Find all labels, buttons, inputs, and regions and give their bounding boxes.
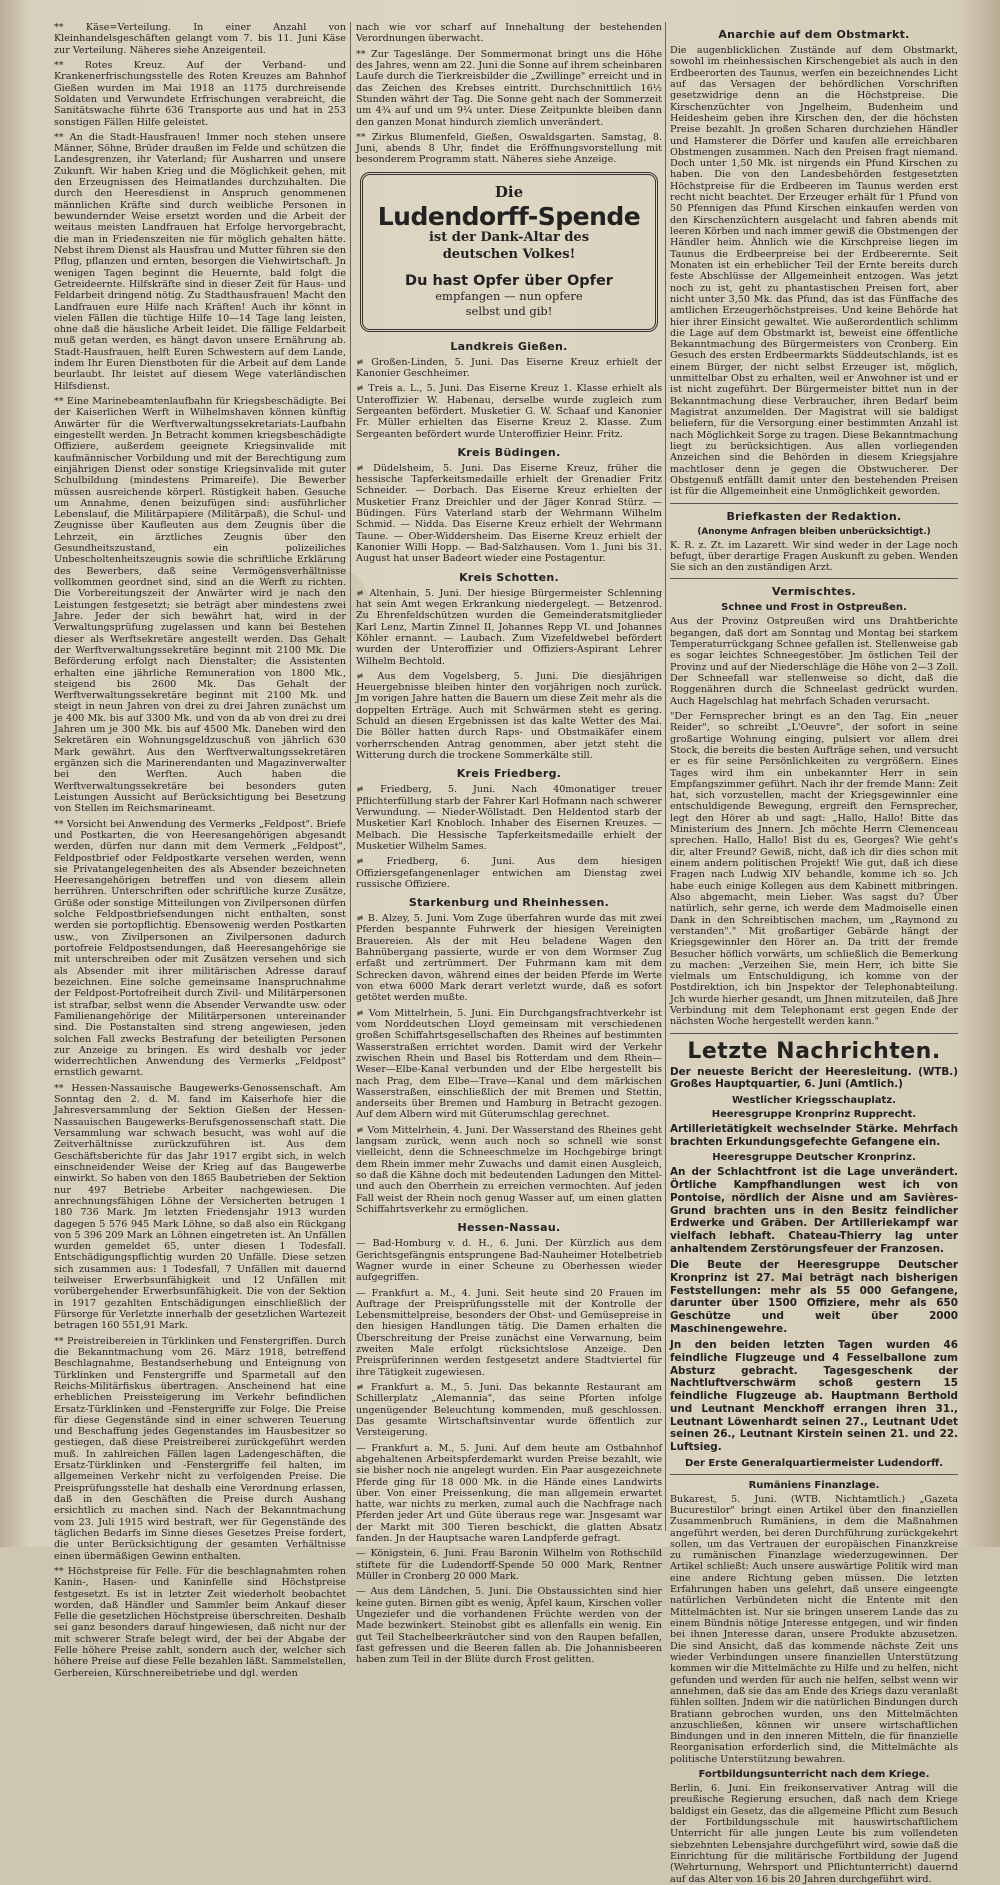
column-middle [356, 22, 662, 1666]
news-item: — Frankfurt a. M., 4. Juni. Seit heute sind 20 Frauen im Auftrage der Preisprüfungsstelle mit der Kontrolle der Lebensmittelpreise, besonders der Obst- und Gemüsepreise in den hiesigen Handlungen tätig. Die Damen erhalten die Überschreitung der Preise zunächst eine Verwarnung, beim zweiten Male erfolgt rücksichtslose Anzeige. Den Preisprüferinnen werden festgesetzt andere Stadtviertel für ihre Tätigkeit zugewiesen. [356, 1287, 662, 1378]
news-item: ≠ Großen-Linden, 5. Juni. Das Eiserne Kreuz erhielt der Kanonier Geschheimer. [356, 356, 662, 379]
heeresbericht-intro: Der neueste Bericht der Heeresleitung. (WTB.) Großes Hauptquartier, 6. Juni (Amtlich.) [670, 1065, 958, 1091]
news-item: ≠ Vom Mittelrhein, 4. Juni. Der Wasserstand des Rheines geht langsam zurück, wenn auch noch so schnell wie sonst vielleicht, denn die Schneeschmelze im Hochgebirge bringt dem Rhein immer mehr Zuwachs und damit einen Ausgleich, so daß die Kähne doch mit bedeutenden Ladungen den Mittel- und auch den Oberrhein zu erreichen vermochten. Auf jeden Fall weist der Rhein noch genug Wasser auf, um einen glatten Schiffahrtsverkehr zu ermöglichen. [356, 1124, 662, 1215]
section-heading: Kreis Büdingen. [457, 445, 561, 459]
ad-line: Du hast Opfer über Opfer [405, 272, 613, 289]
article-fortbildung: Berlin, 6. Juni. Ein freikonservativer Antrag will die preußische Regierung ersuchen, daß nach dem Kriege baldigst ein Gesetz, das die allgemeine Pflicht zum Besuch der Fortbildungsschule mit hauswirtschaftlichem Unterricht für alle jungen Leute bis zum vollendeten siebzehnten Lebensjahre durchgeführt wird, sowie daß die Einrichtung für die militärische Fortbildung der Jugend (Wehrturnung, Wehrsport und Pflichtunterricht) dauernd auf das Alter von 16 bis 20 Jahren durchgeführt wird. [670, 1783, 958, 1885]
news-item: — Bad-Homburg v. d. H., 6. Juni. Der Kürzlich aus dem Gerichtsgefängnis entsprungene Bad-Nauheimer Hotelbetrieb Wagner wurde in einer Scheune zu Oberhessen wieder aufgegriffen. [356, 1238, 662, 1284]
divider [670, 1474, 958, 1475]
divider [670, 503, 958, 504]
ad-line: Die [494, 182, 524, 201]
news-item: — Aus dem Ländchen, 5. Juni. Die Obstaussichten sind hier keine guten. Birnen gibt es wenig, Äpfel kaum, Kirschen voller Ungeziefer und die vorhandenen Früchte werden von der Made bezwinkert. Steinobst gibt es allenfalls ein wenig. Ein gut Teil Stachelbeerkräutcher sind von den Raupen befallen, fast gefressen und die Beeren fallen ab. Die Johannisbeeren haben zum Teil in der Blüte durch Frost gelitten. [356, 1586, 662, 1666]
column-left [54, 22, 346, 1679]
ad-line: deutschen Volkes! [442, 246, 576, 262]
section-heading: Kreis Friedberg. [456, 767, 562, 781]
article-fernsprecher: "Der Fernsprecher bringt es an den Tag. Ein „neuer Reider", so schreibt „L'Oeuvre", der sofort in seine großartige Wohnung einging, pulsiert vor allem drei Stock, die bereits die besten Aufträge sehen, und versucht er es für seine Persönlichkeiten zu vergrößern. Eines Tages wird ihm ein unbekannter Herr in sein Empfangszimmer geführt. Nach ihr der fremde Mann: Zeit hat, sich vorzustellen, macht der Kriegsgewinnler eine entschuldigende Bewegung, ergreift den Fernsprecher, legt den Hörer ab und sagt: „Hallo, Hallo! Bitte das Ministerium des Jnnern. Jch möchte Herrn Clemenceau sprechen. Hallo, Hallo! Bist du es, Georges? Wie geht's dir, alter Freund? Gewiß, nicht, daß ich dir dies schon mit einem andern politischen Projekt! Wie gut, daß ich diese Fragen nach Ludwig XIV behandle, komme ich so. Jch habe euch einige Kollegen aus dem Kabinett mitbringen. Also abgemacht, mein Lieber. Was sagst du? Über natürlich, sehr gerne, ich werde dem Madmoiselle einen Dank in den Schreibtischen machen, um „Raymond zu verstanden"." Mit großartiger Gebärde hängt der Kriegsgewinnler den Hörer an. Da tritt der fremde Besucher höflich vorwärts, um schließlich die Bemerkung zu machen: „Verzeihen Sie, mein Herr, ich bitte Sie vielmals um Entschuldigung, ich komme von der Postdirektion, ich bin Jnspektor der Telephonabteilung. Jch wurde hierher gesandt, um Jhnen mitzuteilen, daß Jhre Verbindung mit dem Telephonamt erst gegen Ende der nächsten Woche hergestellt werden kann." [670, 710, 958, 1028]
section-subheading: Heeresgruppe Kronprinz Rupprecht. [711, 1109, 917, 1121]
letterbox-answer: K. R. z. Zt. im Lazarett. Wir sind weder in der Lage noch befugt, über derartige Fragen Auskunft zu geben. Wenden Sie sich an den zuständigen Arzt. [670, 539, 958, 574]
section-subheading: Schnee und Frost in Ostpreußen. [721, 602, 907, 614]
section-heading: Briefkasten der Redaktion. [726, 509, 902, 523]
ludendorff-spende-ad [360, 172, 658, 332]
column-rule [665, 22, 666, 1531]
article-feldpost-vermerk: ** Vorsicht bei Anwendung des Vermerks „Feldpost". Briefe und Postkarten, die von Heeresangehörigen abgesandt werden, dürfen nur dann mit dem Vermerk „Feldpost", Feldpostbrief oder Feldpostkarte versehen werden, wenn sie Privatangelegenheiten des als Absender bezeichneten Heeresangehörigen betreffen und von diesem allein herrühren. Unterschriften oder schriftliche kurze Zusätze, Grüße oder sonstige Mitteilungen von Zivilpersonen dürfen solche Feldpostbriefsendungen nicht enthalten, sonst werden sie portopflichtig. Ebensowenig werden Postkarten usw., von Zivilpersonen an Zivilpersonen dadurch portofreie Feldpostsendungen, daß Heeresangehörige sie mit unterschreiben oder mit Zusätzen versehen und sich als Absender mit ihrer militärischen Adresse darauf bezeichnen. Eine solche gemeinsame Inanspruchnahme der Feldpost-Portofreiheit durch Zivil- und Militärpersonen ist strafbar, selbst wenn die Absender Verwandte usw. oder Familienangehörige der Militärpersonen untereinander sind. Die Postanstalten sind streng angewiesen, jeden solchen Fall zwecks Bestrafung der beteiligten Personen zur Anzeige zu bringen. Es wird deshalb vor jeder widerrechtlichen Anwendung des Vermerks „Feldpost" ernstlich gewarnt. [54, 818, 346, 1079]
section-heading: Landkreis Gießen. [450, 339, 568, 353]
column-rule [350, 22, 351, 1531]
divider [670, 1033, 958, 1034]
section-subheading: Rumäniens Finanzlage. [748, 1479, 880, 1491]
section-heading: Kreis Schotten. [459, 570, 559, 584]
article-continuation: nach wie vor scharf auf Innehaltung der bestehenden Verordnungen überwacht. [356, 22, 662, 45]
ad-line: ist der Dank-Altar des [428, 230, 590, 246]
article-baugewerks-genossenschaft: ** Hessen-Nassauische Baugewerks-Genossenschaft. Am Sonntag den 2. d. M. fand im Kaiserhofe hier die Jahresversammlung der Sektion Gießen der Hessen-Nassauischen Baugewerks-Berufsgenossenschaft statt. Die Versammlung war schwach besucht, was wohl auf die Zeitverhältnisse zurückzuführen ist. Aus dem Geschäftsberichte für das Jahr 1917 ergibt sich, in welch einschneidender Weise der Krieg auf das Baugewerbe einwirkt. So haben von den 1865 Baubetrieben der Sektion nur 497 Betriebe Arbeiter nachgewiesen. Die anrechnungsfähigen Löhne der Versicherten betrugen 1 180 736 Mark. Jm letzten Friedensjahr 1913 wurden dagegen 5 576 945 Mark Löhne, so daß also ein Rückgang von 5 396 209 Mark an Löhnen eingetreten ist. An Unfällen wurden gemeldet 65, unter diesen 1 Todesfall. Entschädigungspflichtig wurden 20 Unfälle. Diese setzen sich zusammen aus: 1 Todesfall, 7 Unfällen mit dauernd teilweiser Erwerbsunfähigkeit und 12 Unfällen mit vorübergehender Erwerbsunfähigkeit. Die von der Sektion in 1917 gezahlten Entschädigungen einschließlich der Fürsorge für Verletzte innerhalb der gesetzlichen Wartezeit betragen 160 551,91 Mark. [54, 1082, 346, 1332]
article-preistreibereien: ** Preistreibereien in Türklinken und Fenstergriffen. Durch die Bekanntmachung vom 26. März 1918, betreffend Beschlagnahme, Bestandserhebung und Enteignung von Türklinken und Fenstergriffe und Sparmetall auf den Reichs-Militärfiskus übertragen. Anscheinend hat eine erheblichen Preissteigerung im Verkehr befindlichen Ersatz-Türklinken und -Fenstergriffe zur Folge. Die Preise für diese Gegenstände sind in einer schweren Teuerung und Beschaffung jedes Gegenstandes im Hausbesitzer so gestiegen, daß diese Preistreiberei zurückgeführt werden muß. In zahlreichen Fällen lagen Ladengeschäften, die Ersatz-Türklinken und -Fenstergriffe feil halten, im allgemeinen Verkehr nicht zu verfolgenden Preise. Die Preisprüfungsstelle hat deshalb eine Verordnung erlassen, daß in den Geschäften die Preise durch Aushang ersichtlich zu machen sind. Nach der Bekanntmachung vom 23. Juli 1915 wird bestraft, wer für Gegenstände des täglichen Bedarfs im Sinne dieses Gesetzes Preise fordert, die unter Berücksichtigung der gesamten Verhältnisse einen übermäßigen Gewinn enthalten. [54, 1335, 346, 1562]
article-hoechstpreise-felle: ** Höchstpreise für Felle. Für die beschlagnahmten rohen Kanin-, Hasen- und Kaninfelle sind Höchstpreise festgesetzt. Es ist in letzter Zeit wiederholt beobachtet worden, daß Händler und Sammler beim Ankauf dieser Felle die gesetzlichen Höchstpreise überschreiten. Deshalb sei ganz besonders darauf hingewiesen, daß nicht nur der mit schwerer Strafe belegt wird, der bei der Abgabe der Felle höhere Preise zahlt, sondern auch der, welcher sich höhere Preise auf diese Felle bezahlen läßt. Sammelstellen, Gerbereien, Kürschnereibetriebe und dgl. werden [54, 1565, 346, 1679]
news-item: ≠ Friedberg, 5. Juni. Nach 40monatiger treuer Pflichterfüllung starb der Fahrer Karl Hofmann nach schwerer Verwundung. — Nieder-Wöllstadt. Den Heldentod starb der Musketier Karl Knobloch. Inhaber des Eisernen Kreuzes. — Melbach. Die Hessische Tapferkeitsmedaille erhielt der Musketier Wilhelm Sames. [356, 784, 662, 852]
heeresbericht-text: Artillerietätigkeit wechselnder Stärke. Mehrfach brachten Erkundungsgefechte Gefangene ein. [670, 1123, 958, 1148]
article-kaese-verteilung: ** Käse=Verteilung. In einer Anzahl von Kleinhandelsgeschäften gelangt vom 7. bis 11. Juni Käse zur Verteilung. Näheres siehe Anzeigenteil. [54, 22, 346, 56]
section-subheading: Heeresgruppe Deutscher Kronprinz. [712, 1152, 916, 1164]
ad-line: selbst und gib! [465, 303, 553, 318]
news-item: ≠ Frankfurt a. M., 5. Juni. Das bekannte Restaurant am Schillerplatz „Alemannia", das seine Pforten infolge ungenügender Beleuchtung kommenden, muß geschlossen. Das gesamte Wirtschaftsinventar wurde öffentlich zur Versteigerung. [356, 1382, 662, 1439]
news-item: ≠ Vom Mittelrhein, 5. Juni. Ein Durchgangsfrachtverkehr ist vom Norddeutschen Lloyd gemeinsam mit verschiedenen großen Schiffahrtsgesellschaften des Rheines auf bestimmten Wasserstraßen errichtet worden. Damit wird der Verkehr zwischen Rhein und Basel bis Rotterdam und dem Rhein—Weser—Elbe-Kanal verbunden und der Elbe hergestellt bis nach Prag, dem Elbe—Trave—Kanal und dem märkischen Wasserstraßen, einschließlich der mit Bremen und Stettin, anderseits über Bremen und Hamburg in Betracht gezogen. Auf dem Albern wird mit Güterumschlag gerechnet. [356, 1007, 662, 1121]
section-heading: Starkenburg und Rheinhessen. [408, 896, 610, 910]
section-subheading: Westlicher Kriegsschauplatz. [732, 1095, 896, 1107]
article-marinebeamtenlaufbahn: ** Eine Marinebeamtenlaufbahn für Kriegsbeschädigte. Bei der Kaiserlichen Werft in Wilhelmshaven können künftig Anwärter für die Werftverwaltungssekretariats-Laufbahn eingestellt werden. Jn Betracht kommen kriegsbeschädigte Offiziere, außerdem geeignete Kriegsinvalide mit kaufmännischer Vorbildung und mit der Berechtigung zum einjährigen Dienst oder sonstige Kriegsinvalide mit guter Schulbildung (mindestens Primareife). Die Bewerber müssen ausreichende körperl. Rüstigkeit haben. Gesuche um Annahme, denen beizufügen sind: ausführlicher Lebenslauf, die Militärpapiere (Militärpaß), die Schul- und Zeugnisse über Kaufleuten aus dem Zeugnis über die Lehrzeit, ein ärztliches Zeugnis über den Gesundheitszustand, ein polizeiliches Unbescholtenheitszeugnis sowie die schriftliche Erklärung des Bewerbers, daß seine Vermögensverhältnisse vollkommen geordnet sind, sind an die Werft zu richten. Die Vorbereitungszeit der Anwärter wird je nach den Leistungen festgesetzt; sie beträgt aber mindestens zwei Jahre. Jeder der sich bewährt hat, wird in der Verwaltungsprüfung zugelassen und kann bei Bestehen dieser als Werftsekretäre angestellt werden. Das Gehalt der Werftverwaltungssekretäre beginnt mit 2100 Mk. Die Beförderung erfolgt nach Dienstalter; die Assistenten erhalten eine jährliche Remuneration von 1800 Mk., steigend bis 2600 Mk. Das Gehalt der Werftverwaltungssekretäre beginnt mit 2100 Mk. und steigt in neun Jahren von drei zu drei Jahren zunächst um je 400 Mk. bis auf 3300 Mk. und von da ab von drei zu drei Jahren um je 300 Mk. bis auf 4500 Mk. Daneben wird den Sekretären ein Wohnungsgeldzuschuß von jährlich 630 Mark gewährt. Aus den Werftverwaltungssekretären ergänzen sich die Marinerendanten und Magazinverwalter bei den Werften. Auch haben die Werftverwaltungssekretäre bei besonders guten Leistungen Aussicht auf Berücksichtigung bei Besetzung von Stellen im Reichsmarineamt. [54, 396, 346, 815]
heeresbericht-text: Jn den beiden letzten Tagen wurden 46 feindliche Flugzeuge und 4 Fesselballone zum Absturz gebracht. Tagesgeschenk der Nachtluftverschwärm schoß gestern 15 feindliche Flugzeuge ab. Hauptmann Berthold und Leutnant Menckhoff errangen ihren 31., Leutnant Löwenhardt seinen 27., Leutnant Udet seinen 26., Leutnant Kirstein seinen 21. und 22. Luftsieg. [670, 1339, 958, 1453]
ad-line: empfangen — nun opfere [435, 288, 583, 303]
section-subheading: Fortbildungsunterricht nach dem Kriege. [698, 1769, 930, 1781]
ad-headline: Ludendorff-Spende [377, 201, 641, 231]
news-item: ≠ Friedberg, 6. Juni. Aus dem hiesigen Offiziersgefangenenlager entwichen am Dienstag zwei russische Offiziere. [356, 856, 662, 890]
article-rotes-kreuz: ** Rotes Kreuz. Auf der Verband- und Krankenerfrischungsstelle des Roten Kreuzes am Bahnhof Gießen wurden im Mai 1918 an 1175 durchreisende Soldaten und Verwundete Erfrischungen verabreicht, die Sanitätswache führte 636 Transporte aus und hat in 253 sonstigen Fällen Hilfe geleistet. [54, 59, 346, 128]
news-item: ≠ Treis a. L., 5. Juni. Das Eiserne Kreuz 1. Klasse erhielt als Unteroffizier W. Habenau, derselbe wurde zugleich zum Sergeanten befördert. Musketier G. W. Schaaf und Kanonier Fr. Müller erhielten das Eiserne Kreuz 2. Klasse. Zum Sergeanten befördert wurde Unteroffizier Heinr. Fritz. [356, 383, 662, 440]
news-item: ≠ B. Alzey, 5. Juni. Vom Zuge überfahren wurde das mit zwei Pferden bespannte Fuhrwerk der hiesigen Vereinigten Brauereien. Als der mit Heu beladene Wagen den Bahnübergang passierte, wurde er von dem Wormser Zug erfaßt und zertrümmert. Der Fuhrmann kam mit dem Schrecken davon, während eines der beiden Pferde im Werte von etwa 6000 Mark derart verletzt wurde, daß es sofort getötet werden mußte. [356, 913, 662, 1004]
section-heading: Anarchie auf dem Obstmarkt. [718, 28, 910, 41]
article-rumaenien: Bukarest, 5. Juni. (WTB. Nichtamtlich.) „Gazeta Bucurestilor" bringt einen Artikel über den finanziellen Zusammenbruch Rumäniens, in dem die Maßnahmen angeführt werden, bei deren Durchführung zurückgekehrt sollen, um das Vertrauen der europäischen Finanzkreise zu rumänischen Finanzlage wiederzugewinnen. Der Artikel schließt: Auch unsere auswärtige Politik wird man eine andere Richtung geben müssen. Die letzten Erfahrungen haben uns gelehrt, daß unsere eingeengte natürlichen Verbündeten nicht die Entente mit den Mittelmächten ist. Nur sie bringen unserem Lande das zu einem Bündnis nötige Jnteresse entgegen, und wir finden bei ihnen Jnteresse daran, unsere Produkte abzusetzen. Die sind Ansicht, daß das kommende nächste Zeit uns wieder Verbindungen unsere finanziellen Unterstützung kommen wir die Mittelmächte zu Hilfe und zu helfen, nicht gefunden und werden für auch nie helfen, selbst wenn wir annehmen, daß sie das am Ende des Kriegs dazu veranlaßt fühlen sollten. Jndem wir die natürlichen Bindungen durch Bratiann gebrochen wurden, uns den Mittelmächten anzuschließen, können wir unsere wirtschaftlichen Bindungen und in den inneren Mitteln, die für finanzielle Reorganisation erforderlich sind, die Mittelmächte als politische Unterstützung bewahren. [670, 1493, 958, 1765]
section-subheading: (Anonyme Anfragen bleiben unberücksichtigt.) [697, 526, 931, 537]
heeresbericht-text: Die Beute der Heeresgruppe Deutscher Kronprinz ist 27. Mai beträgt nach bisherigen Feststellungen: mehr als 55 000 Gefangene, darunter über 1500 Offiziere, mehr als 650 Geschütze und weit über 2000 Maschinengewehre. [670, 1259, 958, 1335]
article-zirkus: ** Zirkus Blumenfeld, Gießen, Oswaldsgarten. Samstag, 8. Juni, abends 8 Uhr, findet die Eröffnungsvorstellung mit besonderem Programm statt. Näheres siehe Anzeige. [356, 131, 662, 166]
article-obstmarkt: Die augenblicklichen Zustände auf dem Obstmarkt, sowohl im rheinhessischen Kirschengebiet als auch in den Erdbeerorten des Taunus, werfen ein bezeichnendes Licht auf das Versagen der behördlichen Vorschriften gesetzwidrige denn an die Höchstpreise. Die Kirschenzüchter von Jngelheim, Budenheim und Heidesheim geben ihre Kirschen den, der die höchsten Preise bezahlt. Jn großen Scharen durchziehen Händler und Hamsterer die Dörfer und kaufen alle erreichbaren Obstmengen zusammen. Nach den Preisen fragt niemand. Doch unter 1,50 Mk. ist nirgends ein Pfund Kirschen zu haben. Die von den Landesbehörden festgesetzten Höchstpreise für die Erdbeeren im Taunus werden erst recht nicht beachtet. Der Erzeuger erhält für 1 Pfund von 50 Pfennigen das Pfund Kirschen einkaufen werden von den Kirschenzüchtern ausgelacht und fahren abends mit leeren Körben und nach immer gewiß die Obstmengen der Händler heim. Ähnlich wie die Kirschpreise liegen im Taunus die Erdbeerpreise bei der Erdbeerernte. Seit Monaten ist ein erheblicher Teil der Ernte bereits durch feste Abschlüsse der Allgemeinheit entzogen. Was jetzt noch zu ist, geht zu phantastischen Preisen fort, aber nicht unter 3,50 Mk. das Pfund, das ist das Fünffache des amtlichen Erzeugerhöchstpreises. Und keine Behörde hat hier ihrer Einsicht gewaltet. Wie außerordentlich schlimm die Lage auf dem Obstmarkt ist, beweist eine öffentliche Bekanntmachung des Bürgermeisters von Cronberg. Ein Gesuch des ersten Erdbeermarkts Süddeutschlands, ist es einem Bürger, der nicht selbst Erzeuger ist, möglich, unmittelbar Obst zu erhalten, weil er Anwohner ist und er ist nicht zugeführt. Der Bürgermeister bittet nun in der Bekanntmachung diese Verbraucher, ihren Bedarf beim Magistrat anzumelden. Der Magistrat will sie baldigst beliefern, für die Versorgung einer bestimmten Anzahl ist nach Möglichkeit Sorge zu tragen. Diese Bekanntmachung liegt zu berücksichtigen. Aus allen vorliegenden Anzeichen sind die Behörden in diesem Kriegsjahre machtloser denn je gegen die Obstwucherer. Der Obstgenuß entfällt damit unter den bestehenden Preisen ist für die Allgemeinheit eine Unmöglichkeit geworden. [670, 45, 958, 498]
news-item: ≠ Düdelsheim, 5. Juni. Das Eiserne Kreuz, früher die hessische Tapferkeitsmedaille erhielt der Grenadier Fritz Schneider. — Dorbach. Das Eiserne Kreuz erhielten der Musketier Franz Dreichler und der Jäger Konrad Stürz. — Büdingen. Fürs Vaterland starb der Wehrmann Wilhelm Schmid. — Nidda. Das Eiserne Kreuz erhielt der Wehrmann Taune. — Ober-Widdersheim. Das Eiserne Kreuz erhielt der Kanonier Willi Hopp. — Bad-Salzhausen. Vom 1. Juni bis 31. August hat unser Badeort wieder eine Postagentur. [356, 462, 662, 565]
article-stadt-hausfrauen: ** An die Stadt-Hausfrauen! Immer noch stehen unsere Männer, Söhne, Brüder draußen im Felde und schützen die Landesgrenzen, ihr Vaterland; für Ausharren und unsere Zukunft. Wir haben Krieg und die Möglichkeit gehen, mit den Erzeugnissen des Heimatlandes durchzuhalten. Die durch den Heeresdienst in Anspruch genommenen männlichen Kräfte sind durch weibliche Personen in bewundernder Weise ersetzt worden und die Arbeit der weitaus meisten Landfrauen hat Erfolge hervorgebracht, die man in Friedenszeiten nie für möglich gehalten hätte. Nebst ihrem Dienst als Hausfrau und Mutter führen sie den Pflug, pflanzen und ernten, besorgen die Viehwirtschaft. Jn wenigen Tagen beginnt die Heuernte, bald folgt die Getreideernte. Hilfskräfte sind in dieser Zeit für Haus- und Feldarbeit dringend nötig. Zu Stadthausfrauen! Macht den Landfrauen eure Hilfe nach Kräften! Auch ihr könnt in vielen Fällen die tüchtige Hilfe 10—14 Tage lang leisten, ohne daß die häusliche Arbeit leidet. Die fällige Feldarbeit muß getan werden, es hängt davon unsere Ernährung ab. Stadt-Hausfrauen, helft Euren Schwestern auf dem Lande, indem Ihr Euren Dienstboten für die Arbeit auf dem Lande beurlaubt. Ihr leistet auf diesem Wege vaterländischen Hilfsdienst. [54, 131, 346, 392]
article-schnee-frost: Aus der Provinz Ostpreußen wird uns Drahtberichte begangen, daß dort am Sonntag und Montag bei starkem Temperaturrückgang Schnee gefallen ist. Stellenweise gab es sogar leichtes Schneegestöber. Jm östlichen Teil der Provinz und auf der Niederschläge die Höhe von 2—3 Zoll. Der Schneefall war stellenweise so dicht, daß die Roggenähren durch die Schneelast gedrückt wurden. Auch Hagelschlag hat mehrfach Schaden verursacht. [670, 616, 958, 707]
news-item: ≠ Aus dem Vogelsberg, 5. Juni. Die diesjährigen Heuergebnisse bleiben hinter den vorjährigen noch zurück. Jm vorigen Jahre hatten die Bauern um diese Zeit mehr als die doppelten Erträge. Auch mit Schwärmen steht es gering. Schuld an diesen Ergebnissen ist das kalte Wetter des Mai. Die Böller hatten durch Raps- und Obstmaikäfer einem vorherrschenden Antrag genommen, aber jetzt steht die Witterung durch die trockene Sommerkälte still. [356, 670, 662, 761]
article-tageslaenge: ** Zur Tageslänge. Der Sommermonat bringt uns die Höhe des Jahres, wenn am 22. Juni die Sonne auf ihrem scheinbaren Laufe durch die Tierkreisbilder die „Zwillinge" erreicht und in das Zeichen des Krebses eintritt. Durchschnittlich 16½ Stunden währt der Tag. Die Sonne geht nach der Sommerzeit um 4¾ auf und um 9¼ unter. Diese Zeitpunkte bleiben dann den ganzen Monat hindurch ziemlich unverändert. [356, 48, 662, 128]
letzte-nachrichten-title: Letzte Nachrichten. [687, 1038, 941, 1064]
heeresbericht-text: An der Schlachtfront ist die Lage unverändert. Örtliche Kampfhandlungen west ich von Pontoise, nördlich der Aisne und am Savières-Grund brachten uns in den Besitz feindlicher Erdwerke und Gräben. Der Artilleriekampf war vielfach lebhaft. Chateau-Thierry lag unter anhaltendem Zerstörungsfeuer der Franzosen. [670, 1166, 958, 1255]
news-item: — Königstein, 6. Juni. Frau Baronin Wilhelm von Rothschild stiftete für die Ludendorff-Spende 50 000 Mark, Rentner Müller in Cronberg 20 000 Mark. [356, 1548, 662, 1582]
column-right [670, 22, 958, 1885]
divider [670, 578, 958, 579]
signature-ludendorff: Der Erste Generalquartiermeister Ludendorff. [684, 1457, 944, 1469]
news-item: — Frankfurt a. M., 5. Juni. Auf dem heute am Ostbahnhof abgehaltenen Arbeitspferdemarkt wurden Preise bezahlt, wie sie bisher noch nie angelegt wurden. Ein Paar ausgezeichnete Pferde ging für 18 000 Mk. in die Hände eines Landwirts über. Von einer Preissenkung, die man allgemein erwartet hatte, war nichts zu merken, zumal auch die Nachfrage nach Pferden jeder Art und Güte überaus rege war. Jnsgesamt war der Markt mit 300 Tieren beschickt, die glatten Absatz fanden. Jn der Hauptsache waren Landpferde gefragt. [356, 1442, 662, 1545]
section-heading: Vermischtes. [772, 585, 856, 599]
section-heading: Hessen-Nassau. [457, 1221, 561, 1235]
news-item: ≠ Altenhain, 5. Juni. Der hiesige Bürgermeister Schlenning hat sein Amt wegen Erkrankung niedergelegt. — Betzenrod. Zu Ehrenfeldschützen wurden die Gemeinderatsmitglieder Karl Lenz, Martin Zinnel II, Johannes Repp VI. und Johannes Köhler ernannt. — Laubach. Zum Vizefeldwebel befördert wurden der Unteroffizier und Offiziers-Aspirant Lehrer Wilhelm Bechtold. [356, 587, 662, 667]
